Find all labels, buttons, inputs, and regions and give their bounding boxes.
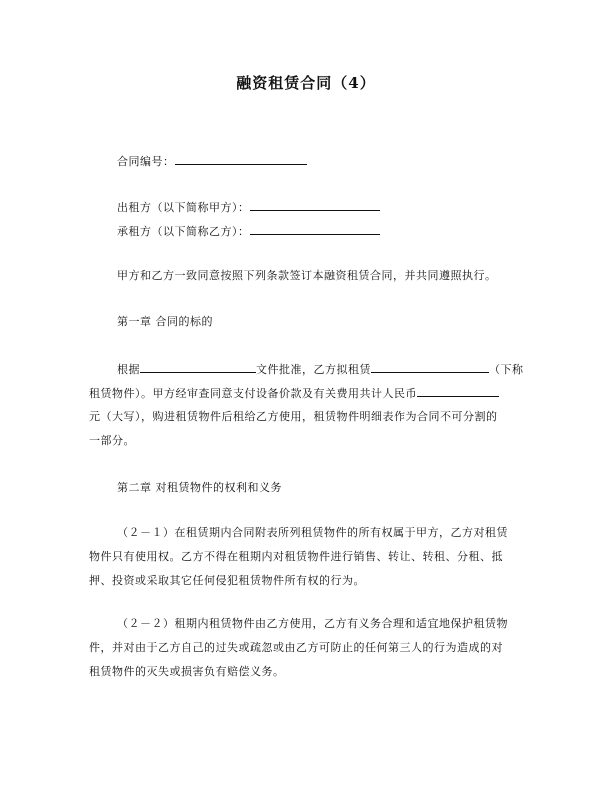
chapter1-text: （下称 [489, 363, 524, 376]
contract-number-blank[interactable] [175, 152, 307, 165]
lessor-blank[interactable] [250, 198, 380, 211]
chapter2-heading: 第二章 对租赁物件的权利和义务 [117, 481, 282, 494]
contract-number-line [117, 152, 307, 169]
chapter1-p1-line2 [89, 384, 499, 401]
clause-2-2-line2: 件，并对由于乙方自己的过失或疏忽或由乙方可防止的任何第三人的行为造成的对 [89, 641, 503, 654]
clause-2-1-line3: 押、投资或采取其它任何侵犯租赁物件所有权的行为。 [89, 574, 365, 587]
chapter1-text: 文件批准，乙方拟租赁 [256, 363, 371, 376]
document-title: 融资租赁合同（4） [236, 74, 376, 92]
chapter1-text: 根据 [117, 363, 140, 376]
clause-2-2-line3: 租赁物件的灭失或损害负有赔偿义务。 [89, 665, 285, 678]
contract-number-label: 合同编号： [117, 155, 175, 168]
amount-blank[interactable] [417, 384, 499, 397]
clause-2-2-line1: （２－２）租期内租赁物件由乙方使用，乙方有义务合理和适宜地保护租赁物 [117, 617, 508, 630]
chapter1-text: 租赁物件）。甲方经审查同意支付设备价款及有关费用共计人民币 [89, 387, 417, 400]
chapter1-p1-line4: 一部分。 [89, 434, 135, 447]
chapter1-heading: 第一章 合同的标的 [117, 315, 213, 328]
chapter1-p1-line1 [117, 360, 524, 377]
leased-item-blank[interactable] [371, 360, 489, 373]
clause-2-1-line1: （２－１）在租赁期内合同附表所列租赁物件的所有权属于甲方，乙方对租赁 [117, 526, 508, 539]
lessor-label: 出租方（以下简称甲方）： [117, 201, 250, 214]
approval-doc-blank[interactable] [140, 360, 256, 373]
lessor-line [117, 198, 380, 215]
lessee-label: 承租方（以下简称乙方）： [117, 225, 250, 238]
lessee-blank[interactable] [250, 222, 380, 235]
lessee-line [117, 222, 380, 239]
chapter1-p1-line3: 元（大写），购进租赁物件后租给乙方使用，租赁物件明细表作为合同不可分割的 [89, 410, 498, 423]
intro-paragraph: 甲方和乙方一致同意按照下列条款签订本融资租赁合同，并共同遵照执行。 [117, 269, 497, 282]
clause-2-1-line2: 物件只有使用权。乙方不得在租期内对租赁物件进行销售、转让、转租、分租、抵 [89, 550, 503, 563]
